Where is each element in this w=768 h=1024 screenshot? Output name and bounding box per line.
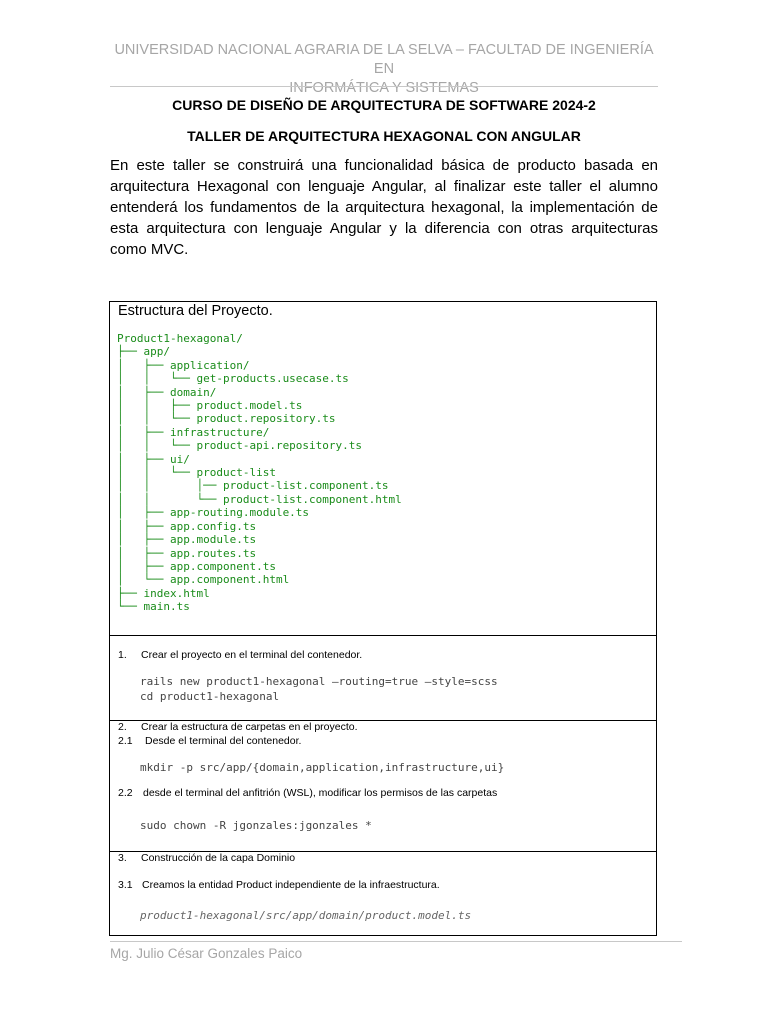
project-tree: Product1-hexagonal/ ├── app/ │ ├── application/ │ │ └── get-products.usecase.ts │ ├── domain/ │ │ ├── product.model.ts │ │ └── product.repository.ts │ ├── infrastructure/ │ │ └── product-api.repository.ts │ ├── ui/ │ │ └── product-list │ │ │── product-list.component.ts │ │ └── product-list.component.html │ ├── app-routing.module.ts │ ├── app.config.ts │ ├── app.module.ts │ ├── app.routes.ts │ ├── app.component.ts │ └── app.component.html ├── index.html └── main.ts <box>117 332 402 614</box>
step-1-box <box>109 635 657 721</box>
step-2-number: 2. <box>118 721 127 733</box>
step-2-2-label <box>118 787 497 800</box>
header-divider <box>110 86 658 87</box>
intro-paragraph: En este taller se construirá una funcionalidad básica de producto basada en arquitectura Hexagonal con lenguaje Angular, al finalizar este taller el alumno entenderá los fundamentos de la arquitectura hexagonal, la implementación de esta arquitectura con lenguaje Angular y la diferencia con otras arquitecturas como MVC. <box>110 157 658 258</box>
footer-divider <box>110 941 682 942</box>
step-3-1-text: Creamos la entidad Product independiente de la infraestructura. <box>142 879 440 891</box>
step-3-1-label <box>118 879 440 892</box>
step-3-number: 3. <box>118 852 127 864</box>
step-2-label <box>118 721 358 734</box>
project-structure-box <box>109 301 657 636</box>
course-title: CURSO DE DISEÑO DE ARQUITECTURA DE SOFTWARE 2024-2 <box>172 97 596 113</box>
step-1-label <box>118 649 362 662</box>
structure-heading: Estructura del Proyecto. <box>118 303 273 319</box>
step-2-2-number: 2.2 <box>118 787 133 799</box>
step-2-1-label <box>118 735 301 748</box>
step-3-box <box>109 851 657 936</box>
step-2-1-number: 2.1 <box>118 735 133 747</box>
step-2-1-code: mkdir -p src/app/{domain,application,infrastructure,ui} <box>140 761 505 774</box>
step-2-1-text: Desde el terminal del contenedor. <box>145 735 302 747</box>
step-3-label <box>118 852 295 865</box>
step-2-box <box>109 720 657 852</box>
step-3-text: Construcción de la capa Dominio <box>141 852 296 864</box>
page-header <box>110 41 658 98</box>
step-1-text: Crear el proyecto en el terminal del contenedor. <box>141 649 363 661</box>
header-line-2: INFORMÁTICA Y SISTEMAS <box>289 80 479 96</box>
step-2-2-text: desde el terminal del anfitrión (WSL), modificar los permisos de las carpetas <box>143 787 498 799</box>
step-3-1-code: product1-hexagonal/src/app/domain/product.model.ts <box>140 909 472 922</box>
step-1-number: 1. <box>118 649 127 661</box>
workshop-title: TALLER DE ARQUITECTURA HEXAGONAL CON ANGULAR <box>187 128 581 144</box>
step-2-text: Crear la estructura de carpetas en el proyecto. <box>141 721 358 733</box>
footer-author: Mg. Julio César Gonzales Paico <box>110 946 303 961</box>
step-1-code: rails new product1-hexagonal –routing=true –style=scss cd product1-hexagonal <box>140 675 498 703</box>
header-line-1: UNIVERSIDAD NACIONAL AGRARIA DE LA SELVA – FACULTAD DE INGENIERÍA EN <box>114 42 654 77</box>
step-2-2-code: sudo chown -R jgonzales:jgonzales * <box>140 819 372 832</box>
step-3-1-number: 3.1 <box>118 879 133 891</box>
